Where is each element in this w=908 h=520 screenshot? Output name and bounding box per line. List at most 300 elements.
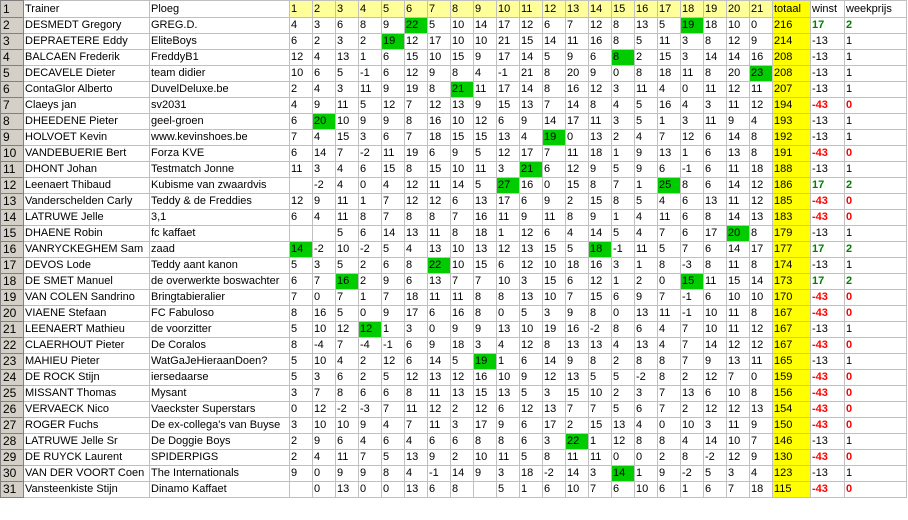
week-score-cell[interactable]: 14 xyxy=(727,210,750,226)
week-score-cell[interactable]: 15 xyxy=(474,130,497,146)
week-header[interactable]: 14 xyxy=(589,1,612,18)
trainer-cell[interactable]: DEVOS Lode xyxy=(24,258,150,274)
winst-cell[interactable]: -13 xyxy=(811,34,845,50)
week-score-cell[interactable]: 15 xyxy=(428,162,451,178)
week-score-cell[interactable]: 6 xyxy=(681,194,704,210)
week-score-cell[interactable]: 5 xyxy=(612,402,635,418)
totaal-cell[interactable]: 188 xyxy=(773,162,811,178)
week-score-cell[interactable]: 1 xyxy=(635,466,658,482)
ploeg-cell[interactable]: De Doggie Boys xyxy=(150,434,290,450)
totaal-cell[interactable]: 123 xyxy=(773,466,811,482)
week-score-cell[interactable]: 15 xyxy=(658,50,681,66)
week-score-cell[interactable]: 10 xyxy=(635,482,658,498)
trainer-cell[interactable]: ContaGlor Alberto xyxy=(24,82,150,98)
week-score-cell[interactable]: 6 xyxy=(428,434,451,450)
week-score-cell[interactable]: 12 xyxy=(681,130,704,146)
week-score-cell[interactable]: 11 xyxy=(589,450,612,466)
week-score-cell[interactable]: 5 xyxy=(589,370,612,386)
week-score-cell[interactable]: 2 xyxy=(359,258,382,274)
totaal-cell[interactable]: 130 xyxy=(773,450,811,466)
week-score-cell[interactable]: 10 xyxy=(681,418,704,434)
weekprijs-cell[interactable]: 0 xyxy=(845,482,907,498)
week-score-cell[interactable]: 12 xyxy=(405,178,428,194)
week-score-cell[interactable]: 13 xyxy=(451,386,474,402)
week-score-cell[interactable]: 21 xyxy=(451,82,474,98)
week-score-cell[interactable]: 6 xyxy=(566,274,589,290)
trainer-cell[interactable]: LATRUWE Jelle xyxy=(24,210,150,226)
week-score-cell[interactable]: 2 xyxy=(681,370,704,386)
week-score-cell[interactable]: 4 xyxy=(658,82,681,98)
week-score-cell[interactable]: 7 xyxy=(681,338,704,354)
week-score-cell[interactable]: -1 xyxy=(681,290,704,306)
week-score-cell[interactable]: 14 xyxy=(566,98,589,114)
row-number[interactable]: 6 xyxy=(1,82,24,98)
week-score-cell[interactable]: 6 xyxy=(451,194,474,210)
week-score-cell[interactable]: 16 xyxy=(474,210,497,226)
week-score-cell[interactable]: 12 xyxy=(497,146,520,162)
row-number[interactable]: 28 xyxy=(1,434,24,450)
row-number[interactable]: 18 xyxy=(1,274,24,290)
week-score-cell[interactable]: 13 xyxy=(704,194,727,210)
week-score-cell[interactable]: 8 xyxy=(612,194,635,210)
totaal-cell[interactable]: 167 xyxy=(773,306,811,322)
week-score-cell[interactable]: 2 xyxy=(451,450,474,466)
week-score-cell[interactable]: 7 xyxy=(405,418,428,434)
week-score-cell[interactable]: 11 xyxy=(428,290,451,306)
week-score-cell[interactable]: 10 xyxy=(313,418,336,434)
week-score-cell[interactable]: 27 xyxy=(497,178,520,194)
week-score-cell[interactable]: 5 xyxy=(290,354,313,370)
week-score-cell[interactable]: 9 xyxy=(290,466,313,482)
week-score-cell[interactable]: 6 xyxy=(428,482,451,498)
week-score-cell[interactable]: 6 xyxy=(359,226,382,242)
week-score-cell[interactable]: 10 xyxy=(474,34,497,50)
ploeg-cell[interactable]: Dinamo Kaffaet xyxy=(150,482,290,498)
week-score-cell[interactable]: 12 xyxy=(750,178,773,194)
week-score-cell[interactable]: 3 xyxy=(497,162,520,178)
week-score-cell[interactable]: 12 xyxy=(704,370,727,386)
week-score-cell[interactable]: 3 xyxy=(543,306,566,322)
week-score-cell[interactable]: 7 xyxy=(681,242,704,258)
week-score-cell[interactable]: 8 xyxy=(704,210,727,226)
week-score-cell[interactable]: 13 xyxy=(451,98,474,114)
week-score-cell[interactable]: 12 xyxy=(428,402,451,418)
week-score-cell[interactable]: 7 xyxy=(727,482,750,498)
winst-cell[interactable]: -13 xyxy=(811,66,845,82)
totaal-cell[interactable]: 165 xyxy=(773,354,811,370)
week-score-cell[interactable]: 12 xyxy=(359,322,382,338)
week-score-cell[interactable]: 11 xyxy=(704,82,727,98)
week-score-cell[interactable]: 8 xyxy=(750,386,773,402)
week-score-cell[interactable]: 11 xyxy=(681,66,704,82)
week-score-cell[interactable]: 4 xyxy=(612,338,635,354)
weekprijs-cell[interactable]: 2 xyxy=(845,274,907,290)
week-score-cell[interactable]: 13 xyxy=(336,50,359,66)
week-score-cell[interactable]: 12 xyxy=(336,322,359,338)
ploeg-cell[interactable]: Teddy & de Freddies xyxy=(150,194,290,210)
week-score-cell[interactable]: 1 xyxy=(359,194,382,210)
week-score-cell[interactable]: 7 xyxy=(658,226,681,242)
week-score-cell[interactable] xyxy=(474,482,497,498)
weekprijs-cell[interactable]: 0 xyxy=(845,194,907,210)
week-score-cell[interactable]: 9 xyxy=(635,290,658,306)
ploeg-cell[interactable]: SPIDERPIGS xyxy=(150,450,290,466)
week-score-cell[interactable]: 4 xyxy=(566,226,589,242)
week-score-cell[interactable]: 7 xyxy=(336,290,359,306)
week-score-cell[interactable]: 7 xyxy=(405,98,428,114)
week-score-cell[interactable]: 9 xyxy=(589,210,612,226)
totaal-cell[interactable]: 115 xyxy=(773,482,811,498)
week-score-cell[interactable]: 13 xyxy=(497,322,520,338)
week-score-cell[interactable]: 5 xyxy=(635,194,658,210)
weekprijs-cell[interactable]: 1 xyxy=(845,130,907,146)
week-score-cell[interactable]: 8 xyxy=(589,354,612,370)
week-score-cell[interactable]: 12 xyxy=(612,434,635,450)
trainer-cell[interactable]: DEPRAETERE Eddy xyxy=(24,34,150,50)
week-score-cell[interactable]: -1 xyxy=(382,338,405,354)
week-score-cell[interactable]: 10 xyxy=(451,34,474,50)
week-score-cell[interactable]: 4 xyxy=(382,418,405,434)
week-score-cell[interactable]: 7 xyxy=(658,402,681,418)
week-score-cell[interactable]: -2 xyxy=(359,242,382,258)
week-score-cell[interactable]: 11 xyxy=(727,258,750,274)
week-score-cell[interactable]: 11 xyxy=(336,210,359,226)
week-score-cell[interactable]: 6 xyxy=(520,194,543,210)
week-score-cell[interactable]: 9 xyxy=(382,82,405,98)
ploeg-cell[interactable]: sv2031 xyxy=(150,98,290,114)
week-score-cell[interactable]: 2 xyxy=(290,434,313,450)
ploeg-cell[interactable]: geel-groen xyxy=(150,114,290,130)
week-score-cell[interactable]: 15 xyxy=(589,290,612,306)
trainer-cell[interactable]: DHAENE Robin xyxy=(24,226,150,242)
weekprijs-cell[interactable]: 1 xyxy=(845,322,907,338)
week-score-cell[interactable]: 2 xyxy=(313,34,336,50)
totaal-cell[interactable]: 186 xyxy=(773,178,811,194)
row-number[interactable]: 26 xyxy=(1,402,24,418)
ploeg-cell[interactable]: WatGaJeHieraanDoen? xyxy=(150,354,290,370)
week-score-cell[interactable]: 12 xyxy=(405,370,428,386)
week-score-cell[interactable]: 0 xyxy=(635,450,658,466)
week-score-cell[interactable]: 5 xyxy=(382,242,405,258)
trainer-cell[interactable]: LEENAERT Mathieu xyxy=(24,322,150,338)
winst-header[interactable]: winst xyxy=(811,1,845,18)
week-score-cell[interactable]: 15 xyxy=(405,50,428,66)
week-score-cell[interactable]: 6 xyxy=(382,386,405,402)
week-score-cell[interactable]: 13 xyxy=(612,418,635,434)
week-score-cell[interactable]: 11 xyxy=(635,242,658,258)
week-score-cell[interactable]: 6 xyxy=(704,162,727,178)
week-score-cell[interactable]: 7 xyxy=(382,402,405,418)
row-number[interactable]: 11 xyxy=(1,162,24,178)
week-score-cell[interactable]: 16 xyxy=(428,114,451,130)
week-score-cell[interactable]: 3 xyxy=(681,34,704,50)
winst-cell[interactable]: -43 xyxy=(811,210,845,226)
week-score-cell[interactable]: 8 xyxy=(704,34,727,50)
week-score-cell[interactable]: 5 xyxy=(336,226,359,242)
week-score-cell[interactable]: 14 xyxy=(451,178,474,194)
weekprijs-cell[interactable]: 0 xyxy=(845,418,907,434)
ploeg-cell[interactable]: de voorzitter xyxy=(150,322,290,338)
week-score-cell[interactable]: 7 xyxy=(382,290,405,306)
week-score-cell[interactable]: 13 xyxy=(474,194,497,210)
week-score-cell[interactable]: 8 xyxy=(612,18,635,34)
week-score-cell[interactable]: 9 xyxy=(635,162,658,178)
totaal-cell[interactable]: 167 xyxy=(773,338,811,354)
row-number[interactable]: 21 xyxy=(1,322,24,338)
week-score-cell[interactable]: 11 xyxy=(336,98,359,114)
ploeg-cell[interactable]: fc kaffaet xyxy=(150,226,290,242)
week-score-cell[interactable]: 0 xyxy=(359,482,382,498)
week-score-cell[interactable]: 10 xyxy=(313,354,336,370)
week-score-cell[interactable]: 13 xyxy=(635,338,658,354)
week-score-cell[interactable]: 8 xyxy=(497,434,520,450)
week-score-cell[interactable]: 14 xyxy=(612,466,635,482)
week-score-cell[interactable]: 18 xyxy=(589,242,612,258)
week-score-cell[interactable]: 12 xyxy=(566,162,589,178)
winst-cell[interactable]: -43 xyxy=(811,482,845,498)
week-score-cell[interactable]: 6 xyxy=(336,370,359,386)
week-score-cell[interactable]: 10 xyxy=(727,434,750,450)
week-score-cell[interactable]: 15 xyxy=(474,386,497,402)
week-header[interactable]: 2 xyxy=(313,1,336,18)
winst-cell[interactable]: -13 xyxy=(811,434,845,450)
week-score-cell[interactable]: 11 xyxy=(359,82,382,98)
week-score-cell[interactable]: 7 xyxy=(681,322,704,338)
week-score-cell[interactable]: 7 xyxy=(313,386,336,402)
week-score-cell[interactable]: 11 xyxy=(405,402,428,418)
week-score-cell[interactable]: 16 xyxy=(451,306,474,322)
week-score-cell[interactable]: 9 xyxy=(520,370,543,386)
week-score-cell[interactable]: 9 xyxy=(750,34,773,50)
week-score-cell[interactable]: 6 xyxy=(382,66,405,82)
week-score-cell[interactable]: 15 xyxy=(589,418,612,434)
week-score-cell[interactable]: 11 xyxy=(750,354,773,370)
week-score-cell[interactable]: 5 xyxy=(543,50,566,66)
ploeg-cell[interactable]: De Coralos xyxy=(150,338,290,354)
week-score-cell[interactable]: 10 xyxy=(497,370,520,386)
week-score-cell[interactable]: 15 xyxy=(727,274,750,290)
week-score-cell[interactable]: 6 xyxy=(635,402,658,418)
winst-cell[interactable]: 17 xyxy=(811,18,845,34)
week-header[interactable]: 16 xyxy=(635,1,658,18)
week-score-cell[interactable]: 11 xyxy=(658,306,681,322)
week-score-cell[interactable]: 10 xyxy=(543,290,566,306)
week-score-cell[interactable]: 4 xyxy=(658,338,681,354)
week-score-cell[interactable]: 8 xyxy=(612,322,635,338)
totaal-cell[interactable]: 174 xyxy=(773,258,811,274)
week-score-cell[interactable]: 6 xyxy=(382,258,405,274)
week-score-cell[interactable]: 19 xyxy=(543,130,566,146)
week-score-cell[interactable]: 8 xyxy=(474,306,497,322)
trainer-cell[interactable]: Claeys jan xyxy=(24,98,150,114)
week-score-cell[interactable]: 12 xyxy=(474,114,497,130)
week-score-cell[interactable]: 8 xyxy=(750,258,773,274)
week-score-cell[interactable]: 9 xyxy=(635,146,658,162)
week-score-cell[interactable]: 19 xyxy=(405,146,428,162)
week-header[interactable]: 8 xyxy=(451,1,474,18)
week-score-cell[interactable]: 12 xyxy=(290,194,313,210)
totaal-cell[interactable]: 150 xyxy=(773,418,811,434)
week-score-cell[interactable]: -2 xyxy=(336,402,359,418)
week-score-cell[interactable]: 8 xyxy=(543,66,566,82)
week-score-cell[interactable]: 15 xyxy=(336,130,359,146)
week-score-cell[interactable]: 3 xyxy=(589,466,612,482)
totaal-header[interactable]: totaal xyxy=(773,1,811,18)
week-score-cell[interactable]: 9 xyxy=(313,98,336,114)
week-header[interactable]: 1 xyxy=(290,1,313,18)
week-score-cell[interactable]: 11 xyxy=(727,322,750,338)
week-score-cell[interactable]: 11 xyxy=(543,210,566,226)
week-score-cell[interactable]: 9 xyxy=(336,466,359,482)
week-score-cell[interactable]: 8 xyxy=(451,66,474,82)
week-score-cell[interactable]: 11 xyxy=(428,386,451,402)
week-score-cell[interactable]: 14 xyxy=(727,242,750,258)
week-score-cell[interactable]: 9 xyxy=(566,50,589,66)
week-score-cell[interactable]: 15 xyxy=(589,194,612,210)
ploeg-cell[interactable]: De ex-collega's van Buyse xyxy=(150,418,290,434)
weekprijs-cell[interactable]: 0 xyxy=(845,290,907,306)
week-score-cell[interactable]: 11 xyxy=(635,82,658,98)
week-score-cell[interactable]: 9 xyxy=(359,418,382,434)
trainer-cell[interactable]: VANRYCKEGHEM Sam xyxy=(24,242,150,258)
week-score-cell[interactable]: 0 xyxy=(359,306,382,322)
week-score-cell[interactable]: 1 xyxy=(497,354,520,370)
week-score-cell[interactable]: 13 xyxy=(635,306,658,322)
week-score-cell[interactable]: 11 xyxy=(474,82,497,98)
week-score-cell[interactable]: 8 xyxy=(405,210,428,226)
week-score-cell[interactable]: 4 xyxy=(405,466,428,482)
weekprijs-cell[interactable]: 1 xyxy=(845,434,907,450)
week-score-cell[interactable]: 3 xyxy=(313,258,336,274)
week-score-cell[interactable]: 12 xyxy=(405,66,428,82)
totaal-cell[interactable]: 167 xyxy=(773,322,811,338)
week-header[interactable]: 13 xyxy=(566,1,589,18)
week-score-cell[interactable]: 7 xyxy=(566,18,589,34)
week-score-cell[interactable]: -2 xyxy=(704,450,727,466)
week-score-cell[interactable]: 4 xyxy=(681,434,704,450)
week-score-cell[interactable]: 2 xyxy=(566,418,589,434)
week-score-cell[interactable]: 4 xyxy=(290,18,313,34)
winst-cell[interactable]: -13 xyxy=(811,82,845,98)
winst-cell[interactable]: -43 xyxy=(811,450,845,466)
winst-cell[interactable]: -43 xyxy=(811,306,845,322)
week-score-cell[interactable]: 9 xyxy=(566,354,589,370)
week-score-cell[interactable]: 8 xyxy=(635,354,658,370)
weekprijs-cell[interactable]: 0 xyxy=(845,402,907,418)
week-score-cell[interactable]: 7 xyxy=(405,130,428,146)
week-score-cell[interactable]: 13 xyxy=(658,146,681,162)
week-header[interactable]: 9 xyxy=(474,1,497,18)
totaal-cell[interactable]: 159 xyxy=(773,370,811,386)
ploeg-cell[interactable]: de overwerkte boswachter xyxy=(150,274,290,290)
weekprijs-cell[interactable]: 1 xyxy=(845,354,907,370)
week-score-cell[interactable]: 5 xyxy=(290,370,313,386)
week-score-cell[interactable]: 8 xyxy=(405,162,428,178)
week-score-cell[interactable]: 6 xyxy=(658,162,681,178)
trainer-cell[interactable]: Vansteenkiste Stijn xyxy=(24,482,150,498)
week-score-cell[interactable]: 1 xyxy=(359,50,382,66)
week-score-cell[interactable]: 6 xyxy=(359,162,382,178)
week-score-cell[interactable]: 11 xyxy=(497,450,520,466)
week-score-cell[interactable]: 12 xyxy=(543,370,566,386)
week-score-cell[interactable]: 3 xyxy=(520,274,543,290)
week-score-cell[interactable]: 12 xyxy=(313,402,336,418)
week-score-cell[interactable] xyxy=(290,226,313,242)
week-score-cell[interactable]: 6 xyxy=(704,242,727,258)
winst-cell[interactable]: -13 xyxy=(811,130,845,146)
week-header[interactable]: 5 xyxy=(382,1,405,18)
week-score-cell[interactable]: 1 xyxy=(635,178,658,194)
week-score-cell[interactable]: 8 xyxy=(750,306,773,322)
week-score-cell[interactable]: 13 xyxy=(520,98,543,114)
week-score-cell[interactable]: 23 xyxy=(750,66,773,82)
week-score-cell[interactable]: 0 xyxy=(313,482,336,498)
totaal-cell[interactable]: 191 xyxy=(773,146,811,162)
row-number[interactable]: 9 xyxy=(1,130,24,146)
week-score-cell[interactable]: 3 xyxy=(612,82,635,98)
week-score-cell[interactable]: 14 xyxy=(704,338,727,354)
week-score-cell[interactable]: 15 xyxy=(543,242,566,258)
week-score-cell[interactable]: 9 xyxy=(382,274,405,290)
ploeg-cell[interactable]: GREG.D. xyxy=(150,18,290,34)
week-score-cell[interactable]: -4 xyxy=(359,338,382,354)
week-score-cell[interactable]: 8 xyxy=(474,290,497,306)
winst-cell[interactable]: -43 xyxy=(811,370,845,386)
week-score-cell[interactable]: 3 xyxy=(336,82,359,98)
week-score-cell[interactable]: 7 xyxy=(589,402,612,418)
week-score-cell[interactable]: 8 xyxy=(658,370,681,386)
week-score-cell[interactable]: 8 xyxy=(750,130,773,146)
week-score-cell[interactable]: 11 xyxy=(750,82,773,98)
week-score-cell[interactable]: 5 xyxy=(290,258,313,274)
week-score-cell[interactable]: 3 xyxy=(635,386,658,402)
trainer-cell[interactable]: DE RUYCK Laurent xyxy=(24,450,150,466)
week-score-cell[interactable]: 4 xyxy=(612,98,635,114)
week-score-cell[interactable]: -3 xyxy=(681,258,704,274)
week-score-cell[interactable]: 2 xyxy=(635,50,658,66)
week-score-cell[interactable]: -2 xyxy=(589,322,612,338)
week-score-cell[interactable]: 6 xyxy=(704,386,727,402)
week-score-cell[interactable]: 10 xyxy=(451,18,474,34)
week-score-cell[interactable]: 9 xyxy=(474,50,497,66)
weekprijs-cell[interactable]: 0 xyxy=(845,210,907,226)
week-score-cell[interactable]: 8 xyxy=(704,258,727,274)
week-score-cell[interactable]: 21 xyxy=(520,66,543,82)
row-number[interactable]: 29 xyxy=(1,450,24,466)
week-score-cell[interactable]: 8 xyxy=(290,338,313,354)
week-score-cell[interactable]: 3 xyxy=(405,322,428,338)
week-header[interactable]: 21 xyxy=(750,1,773,18)
week-score-cell[interactable]: 8 xyxy=(474,434,497,450)
week-score-cell[interactable]: 0 xyxy=(497,306,520,322)
totaal-cell[interactable]: 193 xyxy=(773,114,811,130)
week-score-cell[interactable]: 7 xyxy=(451,274,474,290)
week-score-cell[interactable]: 5 xyxy=(451,354,474,370)
week-score-cell[interactable]: 6 xyxy=(520,354,543,370)
trainer-cell[interactable]: Leenaert Thibaud xyxy=(24,178,150,194)
ploeg-cell[interactable]: The Internationals xyxy=(150,466,290,482)
week-score-cell[interactable]: 3 xyxy=(704,418,727,434)
week-score-cell[interactable]: 15 xyxy=(451,50,474,66)
weekprijs-cell[interactable]: 0 xyxy=(845,370,907,386)
week-score-cell[interactable]: 3 xyxy=(497,466,520,482)
row-number[interactable]: 31 xyxy=(1,482,24,498)
winst-cell[interactable]: -13 xyxy=(811,162,845,178)
trainer-cell[interactable]: VERVAECK Nico xyxy=(24,402,150,418)
trainer-cell[interactable]: DE SMET Manuel xyxy=(24,274,150,290)
week-score-cell[interactable]: 12 xyxy=(727,450,750,466)
row-number[interactable]: 27 xyxy=(1,418,24,434)
